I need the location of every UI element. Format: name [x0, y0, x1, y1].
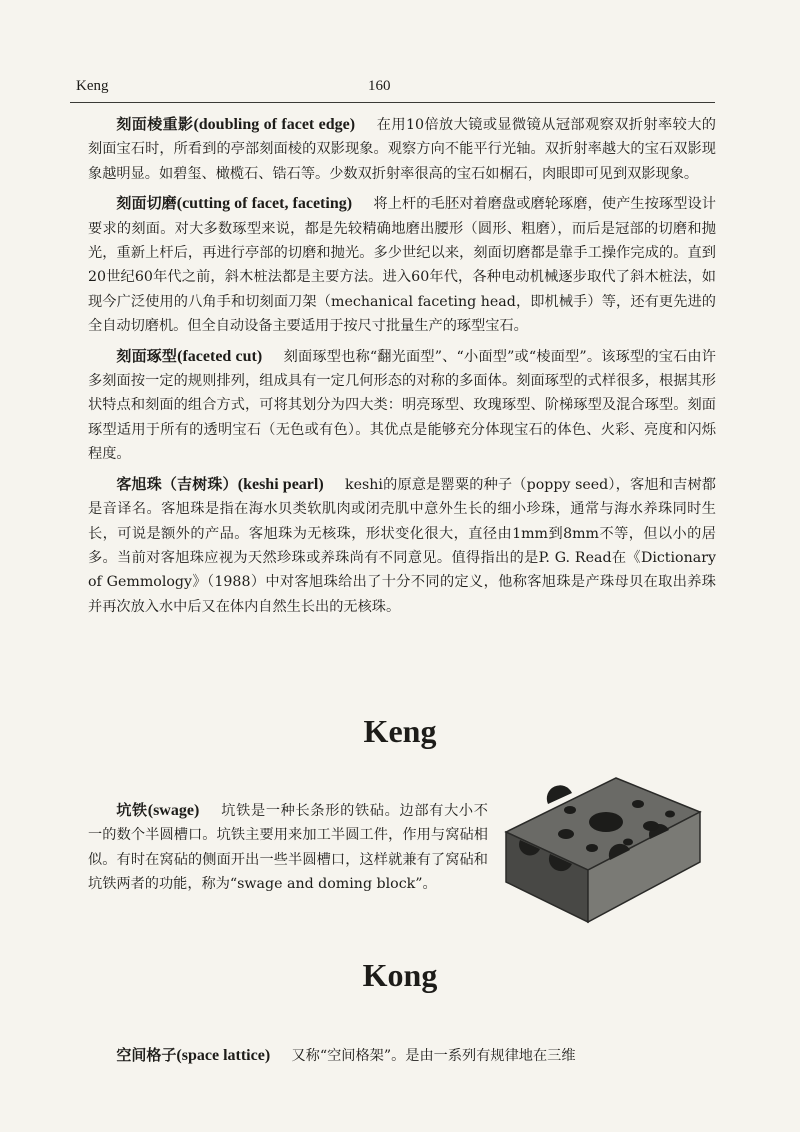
running-head — [70, 78, 715, 103]
entry-term-en: (faceted cut) — [177, 347, 263, 365]
entry-term-cn: 刻面切磨 — [116, 194, 177, 213]
section-heading-keng: Keng — [363, 713, 437, 749]
entry-term-cn: 刻面棱重影 — [116, 115, 194, 133]
running-head-word: Keng — [76, 78, 109, 94]
entry-keshi-pearl — [88, 472, 716, 619]
entry-term-en: (keshi pearl) — [237, 475, 324, 493]
entry-definition: keshi的原意是罂粟的种子（poppy seed），客旭和吉树都是音译名。客旭珠是指在海水贝类软肌肉或闭壳肌中意外生长的细小珍珠，通常与海水养珠同时生长，可说是额外的产品。客旭珠为无核珠，形状变化很大，直径由1mm到8mm不等，但以小的居多。当前对客旭珠应视为天然珍珠或养珠尚有不同意见。值得指出的是P. G. Read在《Dictionary of Gemmology》（1988）中对客旭珠给出了十分不同的定义，他称客旭珠是产珠母贝在取出养珠并再次放入水中后又在体内自然生长出的无核珠。 — [88, 476, 716, 615]
entry-doubling-of-facet-edge — [88, 112, 716, 186]
entry-term-en: (doubling of facet edge) — [193, 116, 356, 133]
entries-block — [88, 112, 716, 624]
entry-definition: 将上杆的毛胚对着磨盘或磨轮琢磨，使产生按琢型设计要求的刻面。对大多数琢型来说，都是先较精确地磨出腰形（圆形、粗磨），而后是冠部的切磨和抛光，重新上杆后，再进行亭部的切磨和抛光。多少世纪以来，刻面切磨都是靠手工操作完成的。直到20世纪60年代之前，斜木桩法都是主要方法。进入60年代，各种电动机械逐步取代了斜木桩法，如现今广泛使用的八角手和切刻面刀架（mechanical faceting head，即机械手）等，还有更先进的全自动切磨机。但全自动设备主要适用于按尺寸批量生产的琢型宝石。 — [88, 196, 716, 335]
entry-definition: 在用10倍放大镜或显微镜从冠部观察双折射率较大的刻面宝石时，所看到的亭部刻面棱的双影现象。观察方向不能平行光轴。双折射率越大的宝石双影现象越明显。如碧玺、橄榄石、锆石等。少数双折射率很高的宝石如榍石，肉眼即可见到双影现象。 — [88, 117, 716, 182]
entry-faceted-cut — [88, 344, 716, 467]
section-heading-kong: Kong — [362, 957, 438, 993]
entry-definition: 刻面琢型也称“翻光面型”、“小面型”或“棱面型”。该琢型的宝石由许多刻面按一定的规则排列，组成具有一定几何形态的对称的多面体。刻面琢型的式样很多，根据其形状特点和刻面的组合方式，可将其划分为四大类：明亮琢型、玫瑰琢型、阶梯琢型及混合琢型。刻面琢型适用于所有的透明宝石（无色或有色）。其优点是能够充分体现宝石的体色、火彩、亮度和闪烁程度。 — [88, 348, 716, 463]
entry-term-cn: 刻面琢型 — [116, 346, 178, 365]
entry-definition: 坑铁是一种长条形的铁砧。边部有大小不一的数个半圆槽口。坑铁主要用来加工半圆工件，作用与窝砧相似。有时在窝砧的侧面开出一些半圆槽口，这样就兼有了窝砧和坑铁两者的功能，称为“swage and doming block”。 — [88, 803, 488, 893]
entry-term-en: (cutting of facet, faceting) — [176, 195, 353, 213]
entry-definition: 又称“空间格架”。是由一系列有规律地在三维 — [291, 1048, 576, 1064]
entry-swage — [88, 798, 488, 897]
entry-cutting-of-facet — [88, 191, 716, 338]
entry-term-cn: 客旭珠（吉树珠） — [116, 474, 238, 493]
entry-term-cn: 空间格子 — [116, 1046, 177, 1064]
entry-term-cn: 坑铁 — [116, 801, 148, 819]
entry-term-en: (space lattice) — [176, 1047, 271, 1064]
page-number: 160 — [368, 78, 391, 94]
swage-block-illustration — [488, 770, 713, 930]
entry-term-en: (swage) — [147, 802, 200, 819]
entry-space-lattice — [88, 1043, 716, 1068]
